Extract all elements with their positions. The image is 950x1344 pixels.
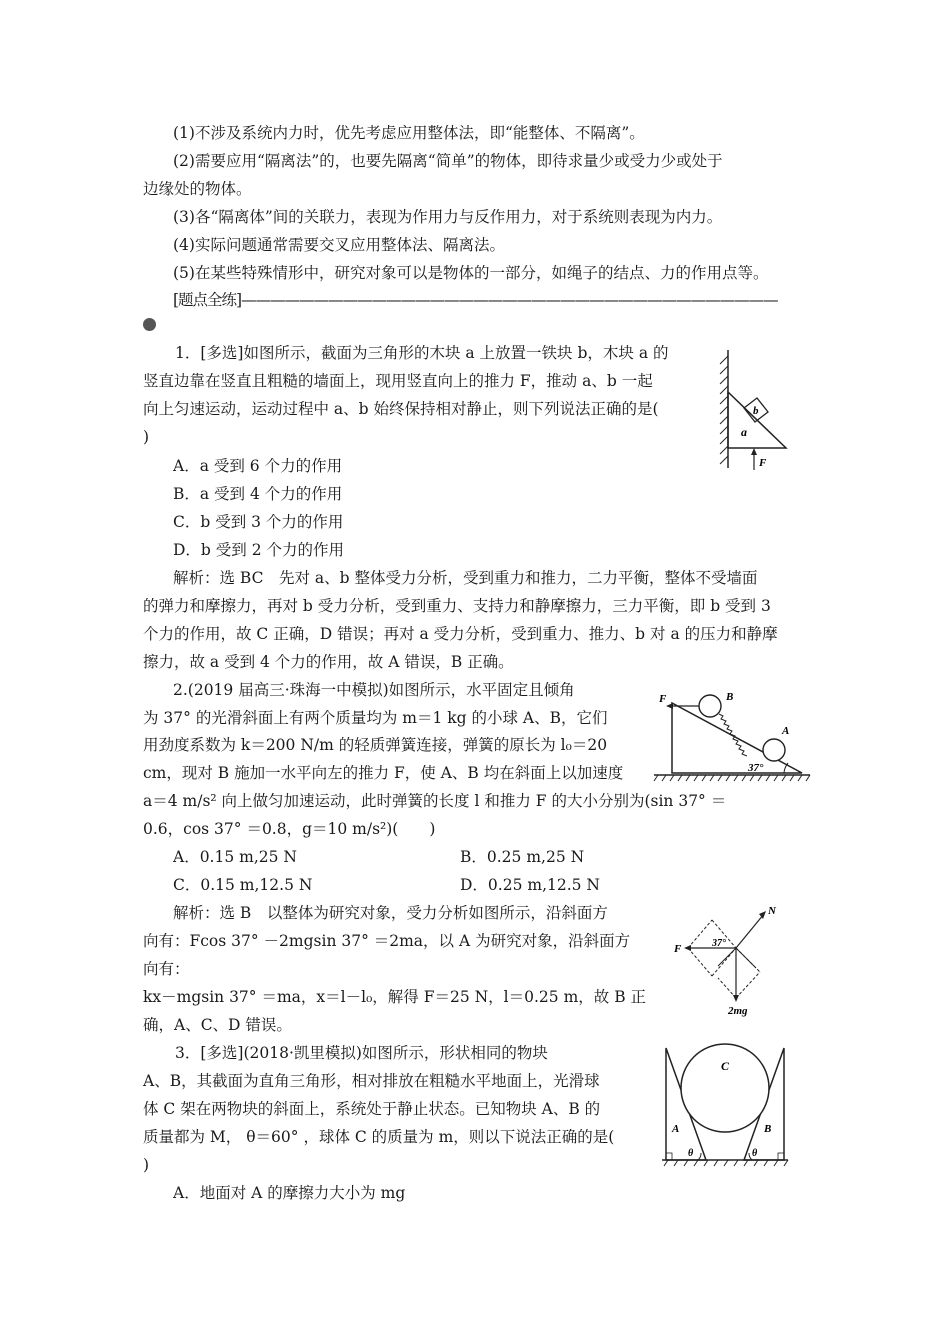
q3-line-2: A、B，其截面为直角三角形，相对排放在粗糙水平地面上，光滑球: [143, 1072, 600, 1090]
section-header: [题点全练]—————————————————————————————————————: [173, 291, 778, 309]
q1-line-2: 竖直边靠在竖直且粗糙的墙面上，现用竖直向上的推力 F，推动 a、b 一起: [143, 372, 653, 390]
q1-line-3: 向上匀速运动，运动过程中 a、b 始终保持相对静止，则下列说法正确的是(: [143, 400, 659, 418]
q1-option-c: C．b 受到 3 个力的作用: [173, 513, 344, 531]
q2-force-label-N: N: [768, 905, 776, 917]
q2-line-6: 0.6，cos 37° ＝0.8，g＝10 m/s²)( ): [143, 820, 436, 838]
q1-label-a: a: [741, 425, 747, 439]
principle-4: (4)实际问题通常需要交叉应用整体法、隔离法。: [173, 236, 505, 254]
q2-solution-1: 解析：选 B 以整体为研究对象，受力分析如图所示，沿斜面方: [173, 904, 608, 922]
q3-theta-left: θ: [688, 1148, 694, 1159]
q2-line-4: cm，现对 B 施加一水平向左的推力 F，使 A、B 均在斜面上以加速度: [143, 764, 624, 782]
principle-3: (3)各“隔离体”间的关联力，表现为作用力与反作用力，对于系统则表现为内力。: [173, 208, 723, 226]
q1-option-d: D．b 受到 2 个力的作用: [173, 541, 344, 559]
principle-1: (1)不涉及系统内力时，优先考虑应用整体法，即“能整体、不隔离”。: [173, 124, 645, 142]
q2-solution-5: 确，A、C、D 错误。: [143, 1016, 292, 1034]
q1-label-b: b: [753, 405, 759, 417]
q2-line-3: 用劲度系数为 k＝200 N/m 的轻质弹簧连接，弹簧的原长为 l₀＝20: [143, 736, 608, 754]
q2-force-angle: 37°: [712, 938, 726, 949]
q3-label-B: B: [764, 1123, 772, 1135]
q1-solution-4: 擦力，故 a 受到 4 个力的作用，故 A 错误，B 正确。: [143, 653, 514, 671]
q1-solution-1: 解析：选 BC 先对 a、b 整体受力分析，受到重力和推力，二力平衡，整体不受墙面: [173, 569, 758, 587]
q1-line-1: 1．[多选]如图所示，截面为三角形的木块 a 上放置一铁块 b，木块 a 的: [175, 344, 669, 362]
q3-line-3: 体 C 架在两物块的斜面上，系统处于静止状态。已知物块 A、B 的: [143, 1100, 601, 1118]
q2-solution-3: 向有：: [143, 960, 190, 978]
q1-label-F: F: [759, 457, 767, 469]
q2-solution-4: kx－mgsin 37° ＝ma，x＝l－l₀，解得 F＝25 N，l＝0.25 m，故 B 正: [143, 988, 647, 1006]
q3-line-1: 3．[多选](2018·凯里模拟)如图所示，形状相同的物块: [175, 1044, 548, 1062]
q2-force-label-2mg: 2mg: [728, 1005, 748, 1017]
q1-solution-3: 个力的作用，故 C 正确，D 错误；再对 a 受力分析，受到重力、推力、b 对 a 的压力和静摩: [143, 625, 778, 643]
q2-line-2: 为 37° 的光滑斜面上有两个质量均为 m＝1 kg 的小球 A、B，它们: [143, 709, 608, 727]
q1-option-a: A．a 受到 6 个力的作用: [173, 457, 343, 475]
q2-force-label-F: F: [674, 943, 682, 955]
q1-solution-2: 的弹力和摩擦力，再对 b 受力分析，受到重力、支持力和静摩擦力，三力平衡，即 b 受到 3: [143, 597, 771, 615]
q2-option-a: A．0.15 m,25 N: [173, 848, 297, 866]
q3-line-4: 质量都为 M， θ＝60° ，球体 C 的质量为 m，则以下说法正确的是(: [143, 1128, 615, 1146]
principle-2: (2)需要应用“隔离法”的，也要先隔离“简单”的物体，即待求量少或受力少或处于: [173, 152, 723, 170]
principle-5: (5)在某些特殊情形中，研究对象可以是物体的一部分，如绳子的结点、力的作用点等。: [173, 264, 769, 282]
bullet-icon: [143, 318, 156, 331]
q3-figure: [660, 1040, 790, 1170]
q2-solution-2: 向有：Fcos 37° －2mgsin 37° ＝2ma，以 A 为研究对象，沿斜面方: [143, 932, 631, 950]
q3-theta-right: θ: [752, 1148, 758, 1159]
q2-label-A: A: [782, 725, 790, 737]
q3-option-a: A．地面对 A 的摩擦力大小为 mg: [173, 1184, 406, 1202]
q1-option-b: B．a 受到 4 个力的作用: [173, 485, 343, 503]
principle-2-cont: 边缘处的物体。: [143, 180, 252, 198]
q1-line-4: ): [143, 428, 150, 446]
q2-option-c: C．0.15 m,12.5 N: [173, 876, 313, 894]
q2-figure: [652, 688, 812, 788]
q2-force-figure: [672, 900, 782, 1020]
q2-label-F: F: [659, 693, 667, 705]
q2-line-5: a＝4 m/s² 向上做匀加速运动，此时弹簧的长度 l 和推力 F 的大小分别为(sin 37° ＝: [143, 792, 727, 810]
q3-label-A: A: [672, 1123, 680, 1135]
q3-line-5: ): [143, 1156, 150, 1174]
q3-label-C: C: [721, 1059, 730, 1073]
q2-option-b: B．0.25 m,25 N: [460, 848, 585, 866]
q2-line-1: 2.(2019 届高三·珠海一中模拟)如图所示，水平固定且倾角: [173, 681, 575, 699]
q2-option-d: D．0.25 m,12.5 N: [460, 876, 600, 894]
q2-angle: 37°: [748, 762, 764, 774]
q2-label-B: B: [726, 691, 734, 703]
q1-figure: [712, 348, 812, 473]
